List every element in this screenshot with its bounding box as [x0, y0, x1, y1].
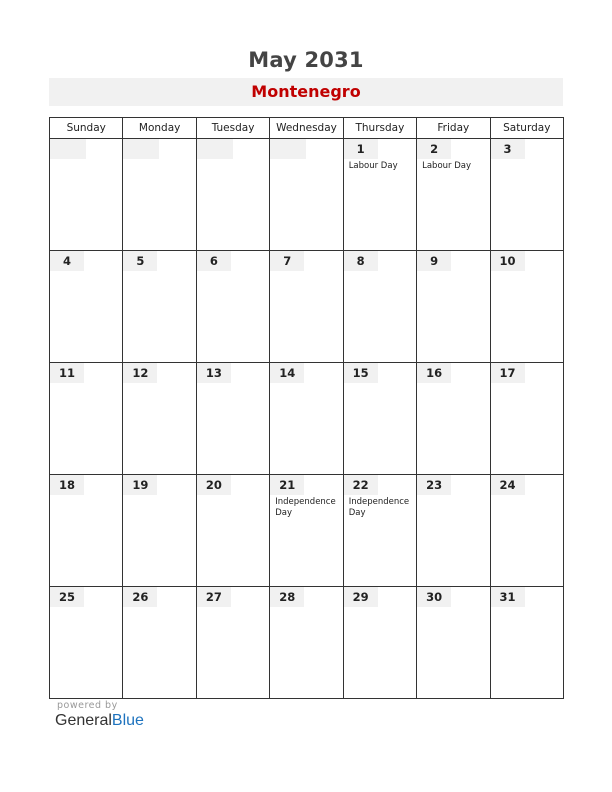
week-row-1 [50, 139, 564, 251]
day-cell-empty [50, 139, 123, 251]
day-cell [343, 475, 416, 587]
day-number: 18 [50, 475, 84, 495]
day-cell [270, 587, 343, 699]
day-cell [343, 363, 416, 475]
day-cell-empty [196, 139, 269, 251]
brand-blue: Blue [111, 712, 144, 729]
day-number: 14 [270, 363, 304, 383]
day-cell [123, 475, 196, 587]
day-number: 21 [270, 475, 304, 495]
day-cell [343, 139, 416, 251]
day-number: 1 [344, 139, 378, 159]
day-cell [270, 475, 343, 587]
day-cell [123, 587, 196, 699]
day-cell [417, 587, 490, 699]
day-number: 19 [123, 475, 157, 495]
day-number: 22 [344, 475, 378, 495]
day-number: 27 [197, 587, 231, 607]
holiday-label: Labour Day [348, 161, 398, 171]
day-cell [417, 139, 490, 251]
day-cell [196, 363, 269, 475]
day-number: 15 [344, 363, 378, 383]
brand-general: General [55, 712, 112, 729]
day-number: 3 [491, 139, 525, 159]
day-number: 7 [270, 251, 304, 271]
day-number: 20 [197, 475, 231, 495]
day-cell [123, 251, 196, 363]
day-cell [417, 475, 490, 587]
day-number-label [50, 139, 86, 159]
day-number: 25 [50, 587, 84, 607]
day-number: 31 [491, 587, 525, 607]
day-number: 24 [491, 475, 525, 495]
day-cell [50, 363, 123, 475]
day-number: 6 [197, 251, 231, 271]
day-cell [50, 475, 123, 587]
holiday-label: Independence Day [348, 497, 410, 518]
day-cell [123, 363, 196, 475]
day-number: 2 [417, 139, 451, 159]
weekday-sunday: Sunday [50, 118, 123, 139]
day-cell [196, 475, 269, 587]
day-cell [270, 251, 343, 363]
day-number: 17 [491, 363, 525, 383]
calendar-grid [49, 117, 564, 699]
day-number-label [123, 139, 159, 159]
day-cell [490, 139, 563, 251]
weekday-header-row [50, 118, 564, 139]
day-number: 13 [197, 363, 231, 383]
weekday-monday: Monday [123, 118, 196, 139]
day-cell [270, 363, 343, 475]
day-number: 5 [123, 251, 157, 271]
day-number: 12 [123, 363, 157, 383]
day-number-label [197, 139, 233, 159]
day-number: 26 [123, 587, 157, 607]
day-number: 8 [344, 251, 378, 271]
day-cell [50, 251, 123, 363]
day-cell [343, 587, 416, 699]
week-row-4 [50, 475, 564, 587]
holiday-label: Labour Day [422, 161, 472, 171]
day-cell-empty [270, 139, 343, 251]
day-cell [490, 587, 563, 699]
day-number: 30 [417, 587, 451, 607]
day-cell [343, 251, 416, 363]
day-cell [490, 251, 563, 363]
week-row-3 [50, 363, 564, 475]
generalblue-logo[interactable] [55, 712, 144, 730]
day-cell [417, 251, 490, 363]
week-row-5 [50, 587, 564, 699]
day-number: 11 [50, 363, 84, 383]
day-cell [196, 587, 269, 699]
country-name: Montenegro [251, 82, 361, 101]
calendar-title: May 2031 [248, 48, 364, 72]
day-number: 23 [417, 475, 451, 495]
holiday-label: Independence Day [275, 497, 336, 518]
day-cell [50, 587, 123, 699]
weekday-thursday: Thursday [343, 118, 416, 139]
day-cell [490, 363, 563, 475]
week-row-2 [50, 251, 564, 363]
day-number: 16 [417, 363, 451, 383]
day-number: 10 [491, 251, 525, 271]
day-cell [196, 251, 269, 363]
day-cell [490, 475, 563, 587]
day-cell-empty [123, 139, 196, 251]
day-cell [417, 363, 490, 475]
country-banner [49, 78, 563, 106]
weekday-tuesday: Tuesday [196, 118, 269, 139]
powered-by-text: powered by [57, 700, 118, 711]
day-number-label [270, 139, 306, 159]
day-number: 28 [270, 587, 304, 607]
day-number: 4 [50, 251, 84, 271]
weekday-friday: Friday [417, 118, 490, 139]
weekday-wednesday: Wednesday [270, 118, 343, 139]
day-number: 29 [344, 587, 378, 607]
day-number: 9 [417, 251, 451, 271]
weekday-saturday: Saturday [490, 118, 563, 139]
